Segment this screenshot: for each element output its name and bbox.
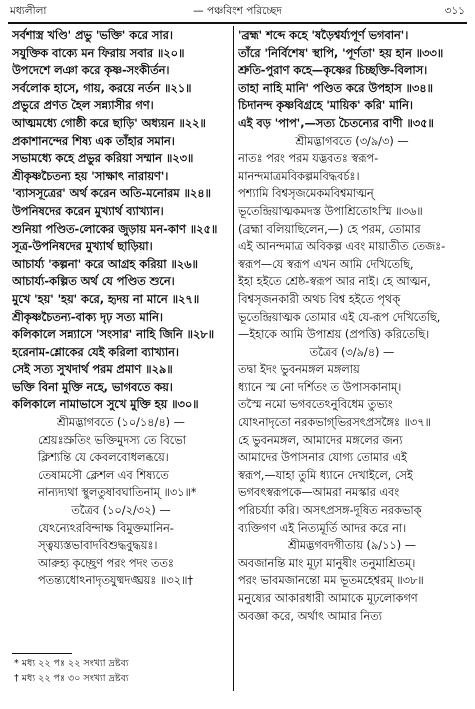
right-column-line: হে ভুবনমঙ্গল, আমাদের মঙ্গলের জন্য [238,433,403,447]
footnote-2: † মধ্য ২২ পঃ ৩০ সংখ্যা দ্রষ্টব্য [14,673,129,684]
left-column-line: প্রকাশানন্দের শিষ্য এক তাঁহার সমান। [12,134,175,148]
right-column-line: তদ্বা ইদং ভুবনমঙ্গল মঙ্গলায় [238,363,360,377]
left-column-line: সেই সত্য সুখদার্থ পরম প্রমাণ ॥২৯॥ [12,363,173,377]
column-divider [233,26,234,691]
left-column-line: সূত্র-উপনিষদের মুখ্যার্থ ছাড়িয়া। [12,240,153,254]
left-column-line: হরেনাম-শ্লোকের যেই করিলা ব্যাখ্যান। [12,345,179,359]
right-column-line: মনুষ্যের আকারধারী আমাকে মূঢ়লোকগণ [238,592,418,605]
left-column-line: সভামধ্যে কহে প্রভুর করিয়া সম্মান ॥২৩॥ [12,152,194,166]
left-column-line: কলিকালে সন্ন্যাসে 'সংসার' নাহি জিনি ॥২৮॥ [12,328,214,342]
left-column-line: পতন্ত্যধোঽনাদৃতযুষ্মদঙ্ঘ্রয়ঃ ॥৩২॥† [38,574,193,588]
left-column-line: আচার্য্য-কল্পিত অর্থ যে পণ্ডিত শুনে। [12,275,175,289]
left-column-line: আত্মমধ্যে গোষ্ঠী করে ছাড়ি' অধ্যয়ন ॥২২॥ [12,116,206,130]
right-column-line: —ইহাকে আমি উপাশ্রয় (প্রপত্তি) করিতেছি। [238,328,430,342]
left-column-line: 'ব্যাসসূত্রের' অর্থ করেন অতি-মনোরম ॥২৪॥ [12,187,211,201]
right-column-line: অবজানন্তি মাং মূঢ়া মানুষীং তনুমাশ্রিতম্। [238,556,416,570]
left-column-line: স্ত্বয্যস্তভাবাদবিশুদ্ধবুদ্ধয়ঃ। [38,539,158,553]
right-column-line: শ্রীমদ্ভাগবতে (৩/৯/৩) — [295,134,409,148]
left-column-line: সযুক্তিক বাক্যে মন ফিরায় সবার ॥২০॥ [12,46,185,60]
right-column-line: পশ্যামি বিশ্বসৃজমেকমবিশ্বমাত্মন্ [238,187,374,201]
left-column-line: তত্রৈব (১০/২/৩২) — [71,504,171,518]
right-column-line: স্বরূপ,—যাহা তুমি ধ্যানে দেখাইলে, সেই [238,468,413,482]
left-column-line: ভক্তি বিনা মুক্তি নহে, ভাগবতে কয়। [12,380,173,394]
left-column-line: তেষামসৌ ক্লেশল এব শিষ্যতে [38,468,169,482]
right-column-line: যোঽনাদৃতো নরকভাগ্‌ভিরসৎপ্রসঙ্গৈঃ ॥৩৭॥ [238,416,431,430]
right-column-line: আমাদের উপাসনার যোগ্য তোমার এই [238,451,407,465]
right-column-line: পরং ভাবমজানন্তো মম ভূতমহেশ্বরম্ ॥৩৮॥ [238,574,424,588]
right-column-line: ভূতেন্দ্রিয়াত্মক তোমার এই যে-রূপ দেখিতেছি, [238,310,441,324]
right-column-line: (ব্রহ্মা বলিয়াছিলেন,—) হে পরম, তোমার [238,222,421,236]
right-column-line: তত্রৈব (৩/৯/৪) — [309,345,395,359]
right-column-line: এই বড় 'পাপ',—সত্য চৈতন্যের বাণী ॥৩৫॥ [238,116,434,130]
page-number: ৩১১ [444,4,465,17]
running-head-chapter: — পঞ্চবিংশ পরিচ্ছেদ [193,4,282,17]
right-column-line: অবজ্ঞা করে, অর্থাৎ আমার নিত্য [238,609,382,623]
left-column-line: শুনিয়া পণ্ডিত-লোকের জুড়ায় মন-কাণ ॥২৫॥ [12,222,218,236]
footnote-rule [12,653,72,654]
left-column-line: কলিকালে নামাভাসে সুখে মুক্তি হয় ॥৩০॥ [12,398,199,412]
left-column-line: সর্বলোক হাসে, গায়, করয়ে নর্তন ॥২১॥ [12,81,192,95]
left-column-line: সর্বশাস্ত্র খণ্ডি' প্রভু 'ভক্তি' করে সার। [12,29,173,42]
left-column [12,27,230,590]
right-column-line: ইহা হইতে শ্রেষ্ঠ-স্বরূপ আর নাই। হে আত্মন, [238,275,431,289]
header-rule [8,22,467,24]
right-column-line: ভূতেন্দ্রিয়াত্মকমদস্ত উপাশ্রিতোঽস্মি ॥৩৬॥ [238,204,423,218]
right-column-line: ভগবৎস্বরূপকে—আমরা নমস্কার এবং [238,486,400,500]
left-column-line: শ্রীকৃষ্ণচৈতন্য হয় 'সাক্ষাৎ নারায়ণ'। [12,169,169,183]
right-column [238,27,466,625]
right-column-line: স্বরূপ—যে স্বরূপ এখন আমি দেখিতেছি, [238,257,414,271]
left-column-line: মুখে 'হয়' 'হয়' করে, হৃদয় না মানে ॥২৭॥ [12,292,200,306]
running-head-left: মধ্যলীলা [10,4,47,17]
page-header [10,2,465,22]
right-column-line: নাতঃ পরং পরম যদ্ভবতঃ স্বরূপ- [238,152,379,166]
right-column-line: ব্যক্তিগণ এই নিত্যমূর্তি আদর করে না। [238,521,407,535]
left-column-line: ক্লিশ্যন্তি যে কেবলবোধলব্ধয়ে। [38,451,169,465]
left-column-line: প্রভুরে প্রণত হৈল সন্ন্যাসীর গণ। [12,99,154,113]
right-column-line: শ্রুতি-পুরাণ কহে—কৃষ্ণের চিচ্ছক্তি-বিলাস। [238,64,428,78]
footnote-1: * মধ্য ২২ পঃ ২২ সংখ্যা দ্রষ্টব্য [14,658,129,669]
left-column-line: শ্রীকৃষ্ণচৈতন্য-বাক্য দৃঢ় সত্য মানি। [12,310,163,324]
right-column-line: এই আনন্দমাত্র অবিকল্প এবং মায়াতীত তেজঃ- [238,240,446,254]
right-column-line: শ্রীমদ্ভগবদগীতায় (৯/১১) — [287,539,417,553]
right-column-line: তস্মৈ নমো ভগবতেঽনুবিধেম তুভ্যং [238,398,393,412]
left-column-line: আচার্য্য 'কল্পনা' করে আগ্রহ করিয়া ॥২৬॥ [12,257,198,271]
right-column-line: তাহা নাহি মানি' পণ্ডিত করে উপহাস ॥৩৪॥ [238,81,433,95]
left-column-line: উপদেশে লঞা করে কৃষ্ণ-সংকীর্তন। [12,64,170,78]
right-column-line: মানন্দমাত্রমবিকল্পমবিদ্ধবর্চঃ। [238,169,360,183]
left-column-line: শ্রীমদ্ভাগবতে (১০/১৪/৪) — [57,416,185,430]
right-column-line: পরিচর্য্যা করি। অসৎপ্রসঙ্গ-দূষিত নরকভাক্ [238,504,422,518]
left-column-line: যেঽন্যেঽরবিন্দাক্ষ বিমুক্তমানিন- [38,521,174,535]
right-column-line: তাঁরে 'নির্বিশেষ' স্থাপি, 'পূর্ণতা' হয় হান ॥৩৩॥ [238,46,444,60]
right-column-line: চিদানন্দ কৃষ্ণবিগ্রহে 'মায়িক' করি' মানি। [238,99,413,113]
right-column-line: ধ্যানে স্ম নো দর্শিতং ত উপাসকানাম্। [238,380,402,394]
right-column-line: 'ব্রহ্ম' শব্দে কহে 'ষড়ৈশ্বর্য্যপূর্ণ ভগবান'। [238,29,409,42]
left-column-line: আরুহ্য কৃচ্ছ্রেণ পরং পদং ততঃ [38,556,174,570]
left-column-line: উপনিষদের করেন মুখ্যার্থ ব্যাখ্যান। [12,204,164,218]
right-column-line: বিশ্বসৃজনকারী অথচ বিশ্ব হইতে পৃথক্ [238,292,401,306]
left-column-line: নান্যদ্যথা স্থুলতুষাবঘাতিনাম্ ॥৩১॥* [38,486,197,500]
left-column-line: শ্রেয়ঃস্রুতিং ভক্তিমুদস্য তে বিভো [38,433,186,447]
